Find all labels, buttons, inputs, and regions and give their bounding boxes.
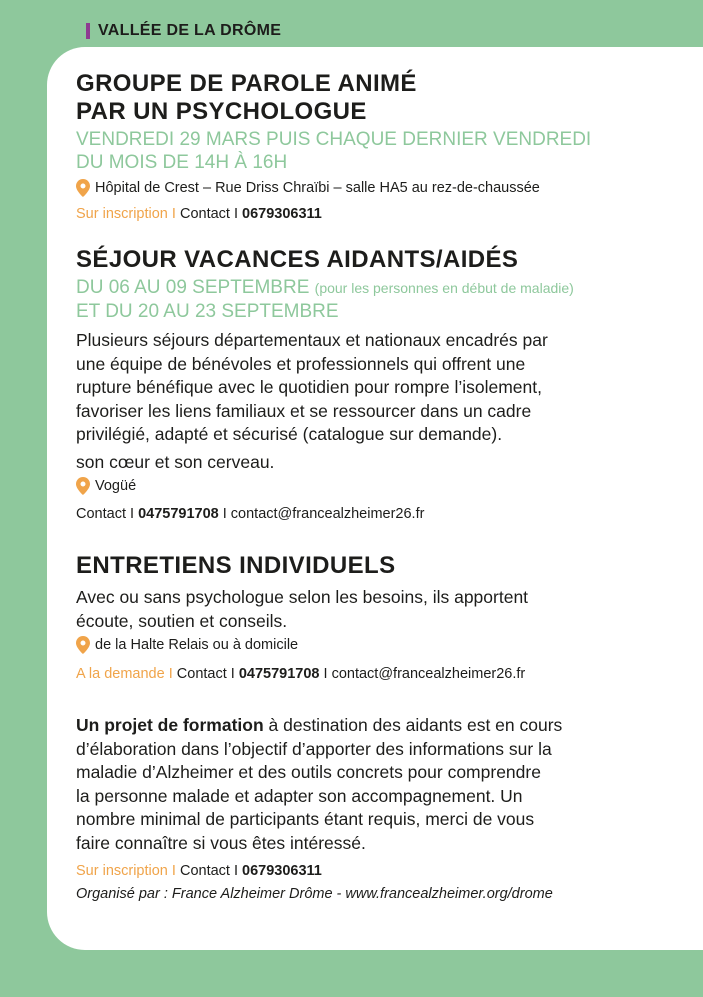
formation-signup: Sur inscription I: [76, 863, 176, 879]
groupe-location-text: Hôpital de Crest – Rue Driss Chraïbi – salle HA5 au rez-de-chaussée: [95, 180, 540, 196]
formation-line: la personne malade et adapter son accompagnement. Un: [76, 785, 523, 806]
groupe-schedule-line1: VENDREDI 29 MARS PUIS CHAQUE DERNIER VENDREDI: [76, 129, 592, 150]
content: [76, 70, 676, 904]
sejour-contact-label: Contact I: [76, 506, 135, 522]
formation-line: nombre minimal de participants étant requis, merci de vous: [76, 809, 535, 829]
groupe-phone[interactable]: 0679306311: [242, 206, 322, 222]
entretiens-location-text: de la Halte Relais ou à domicile: [95, 637, 299, 653]
location-pin-icon: [76, 477, 90, 495]
entretiens-contact: [76, 664, 676, 684]
formation-contact: [76, 861, 676, 881]
groupe-location: [76, 178, 676, 198]
groupe-schedule-line2: DU MOIS DE 14H À 16H: [76, 152, 288, 173]
formation-phone[interactable]: 0679306311: [242, 863, 322, 879]
groupe-contact-label: Contact I: [179, 206, 238, 222]
header-accent-bar: [86, 23, 90, 39]
entretiens-email[interactable]: I contact@francealzheimer26.fr: [323, 666, 526, 682]
groupe-title: [76, 70, 676, 126]
entretiens-desc-line: écoute, soutien et conseils.: [76, 610, 288, 631]
sejour-location-text: Vogüé: [95, 478, 137, 494]
region-title: VALLÉE DE LA DRÔME: [98, 22, 282, 39]
region-header: [86, 22, 281, 40]
sejour-desc-line: une équipe de bénévoles et professionnels qui offrent une: [76, 353, 526, 374]
sejour-dates: [76, 276, 676, 323]
formation-line: d’élaboration dans l’objectif d’apporter des informations sur la: [76, 738, 552, 759]
sejour-desc-line: privilégié, adapté et sécurisé (catalogue sur demande).: [76, 424, 503, 444]
sejour-desc-line: Plusieurs séjours départementaux et nationaux encadrés par: [76, 330, 548, 350]
formation-first-line: à destination des aidants est en cours: [263, 715, 563, 735]
section-groupe-de-parole: [76, 70, 676, 224]
section-formation: [76, 714, 676, 904]
location-pin-icon: [76, 179, 90, 197]
entretiens-on-demand: A la demande I: [76, 666, 173, 682]
groupe-title-line2: PAR UN PSYCHOLOGUE: [76, 98, 367, 125]
groupe-title-line1: GROUPE DE PAROLE ANIMÉ: [76, 70, 417, 97]
sejour-dates-note: (pour les personnes en début de maladie): [314, 280, 574, 296]
sejour-extra-line: son cœur et son cerveau.: [76, 451, 275, 472]
formation-lead: Un projet de formation: [76, 715, 264, 735]
groupe-schedule: [76, 128, 676, 174]
formation-line: faire connaître si vous êtes intéressé.: [76, 832, 366, 853]
entretiens-location: [76, 635, 676, 655]
sejour-description: [76, 329, 676, 447]
groupe-signup: Sur inscription I: [76, 206, 176, 222]
entretiens-contact-label: Contact I: [176, 666, 235, 682]
sejour-dates-line2: ET DU 20 AU 23 SEPTEMBRE: [76, 301, 339, 322]
entretiens-description: [76, 586, 676, 633]
entretiens-title: ENTRETIENS INDIVIDUELS: [76, 552, 396, 579]
location-pin-icon: [76, 636, 90, 654]
sejour-phone[interactable]: 0475791708: [138, 506, 219, 522]
sejour-email[interactable]: I contact@francealzheimer26.fr: [222, 506, 425, 522]
entretiens-phone[interactable]: 0475791708: [238, 666, 320, 682]
sejour-dates-line1: DU 06 AU 09 SEPTEMBRE: [76, 277, 310, 298]
sejour-contact: [76, 504, 676, 524]
organizer-line: Organisé par : France Alzheimer Drôme - www.francealzheimer.org/drome: [76, 886, 553, 902]
entretiens-desc-line: Avec ou sans psychologue selon les besoins, ils apportent: [76, 587, 529, 607]
formation-line: maladie d’Alzheimer et des outils concrets pour comprendre: [76, 762, 541, 782]
section-entretiens: [76, 552, 676, 684]
sejour-location: [76, 476, 676, 496]
sejour-desc-line: rupture bénéfique avec le quotidien pour rompre l’isolement,: [76, 377, 542, 397]
sejour-desc-line: favoriser les liens familiaux et se ressourcer dans un cadre: [76, 400, 532, 421]
sejour-title: SÉJOUR VACANCES AIDANTS/AIDÉS: [76, 246, 519, 273]
formation-contact-label: Contact I: [179, 863, 238, 879]
section-sejour-vacances: [76, 246, 676, 524]
formation-text: [76, 714, 676, 855]
groupe-contact: [76, 204, 676, 224]
